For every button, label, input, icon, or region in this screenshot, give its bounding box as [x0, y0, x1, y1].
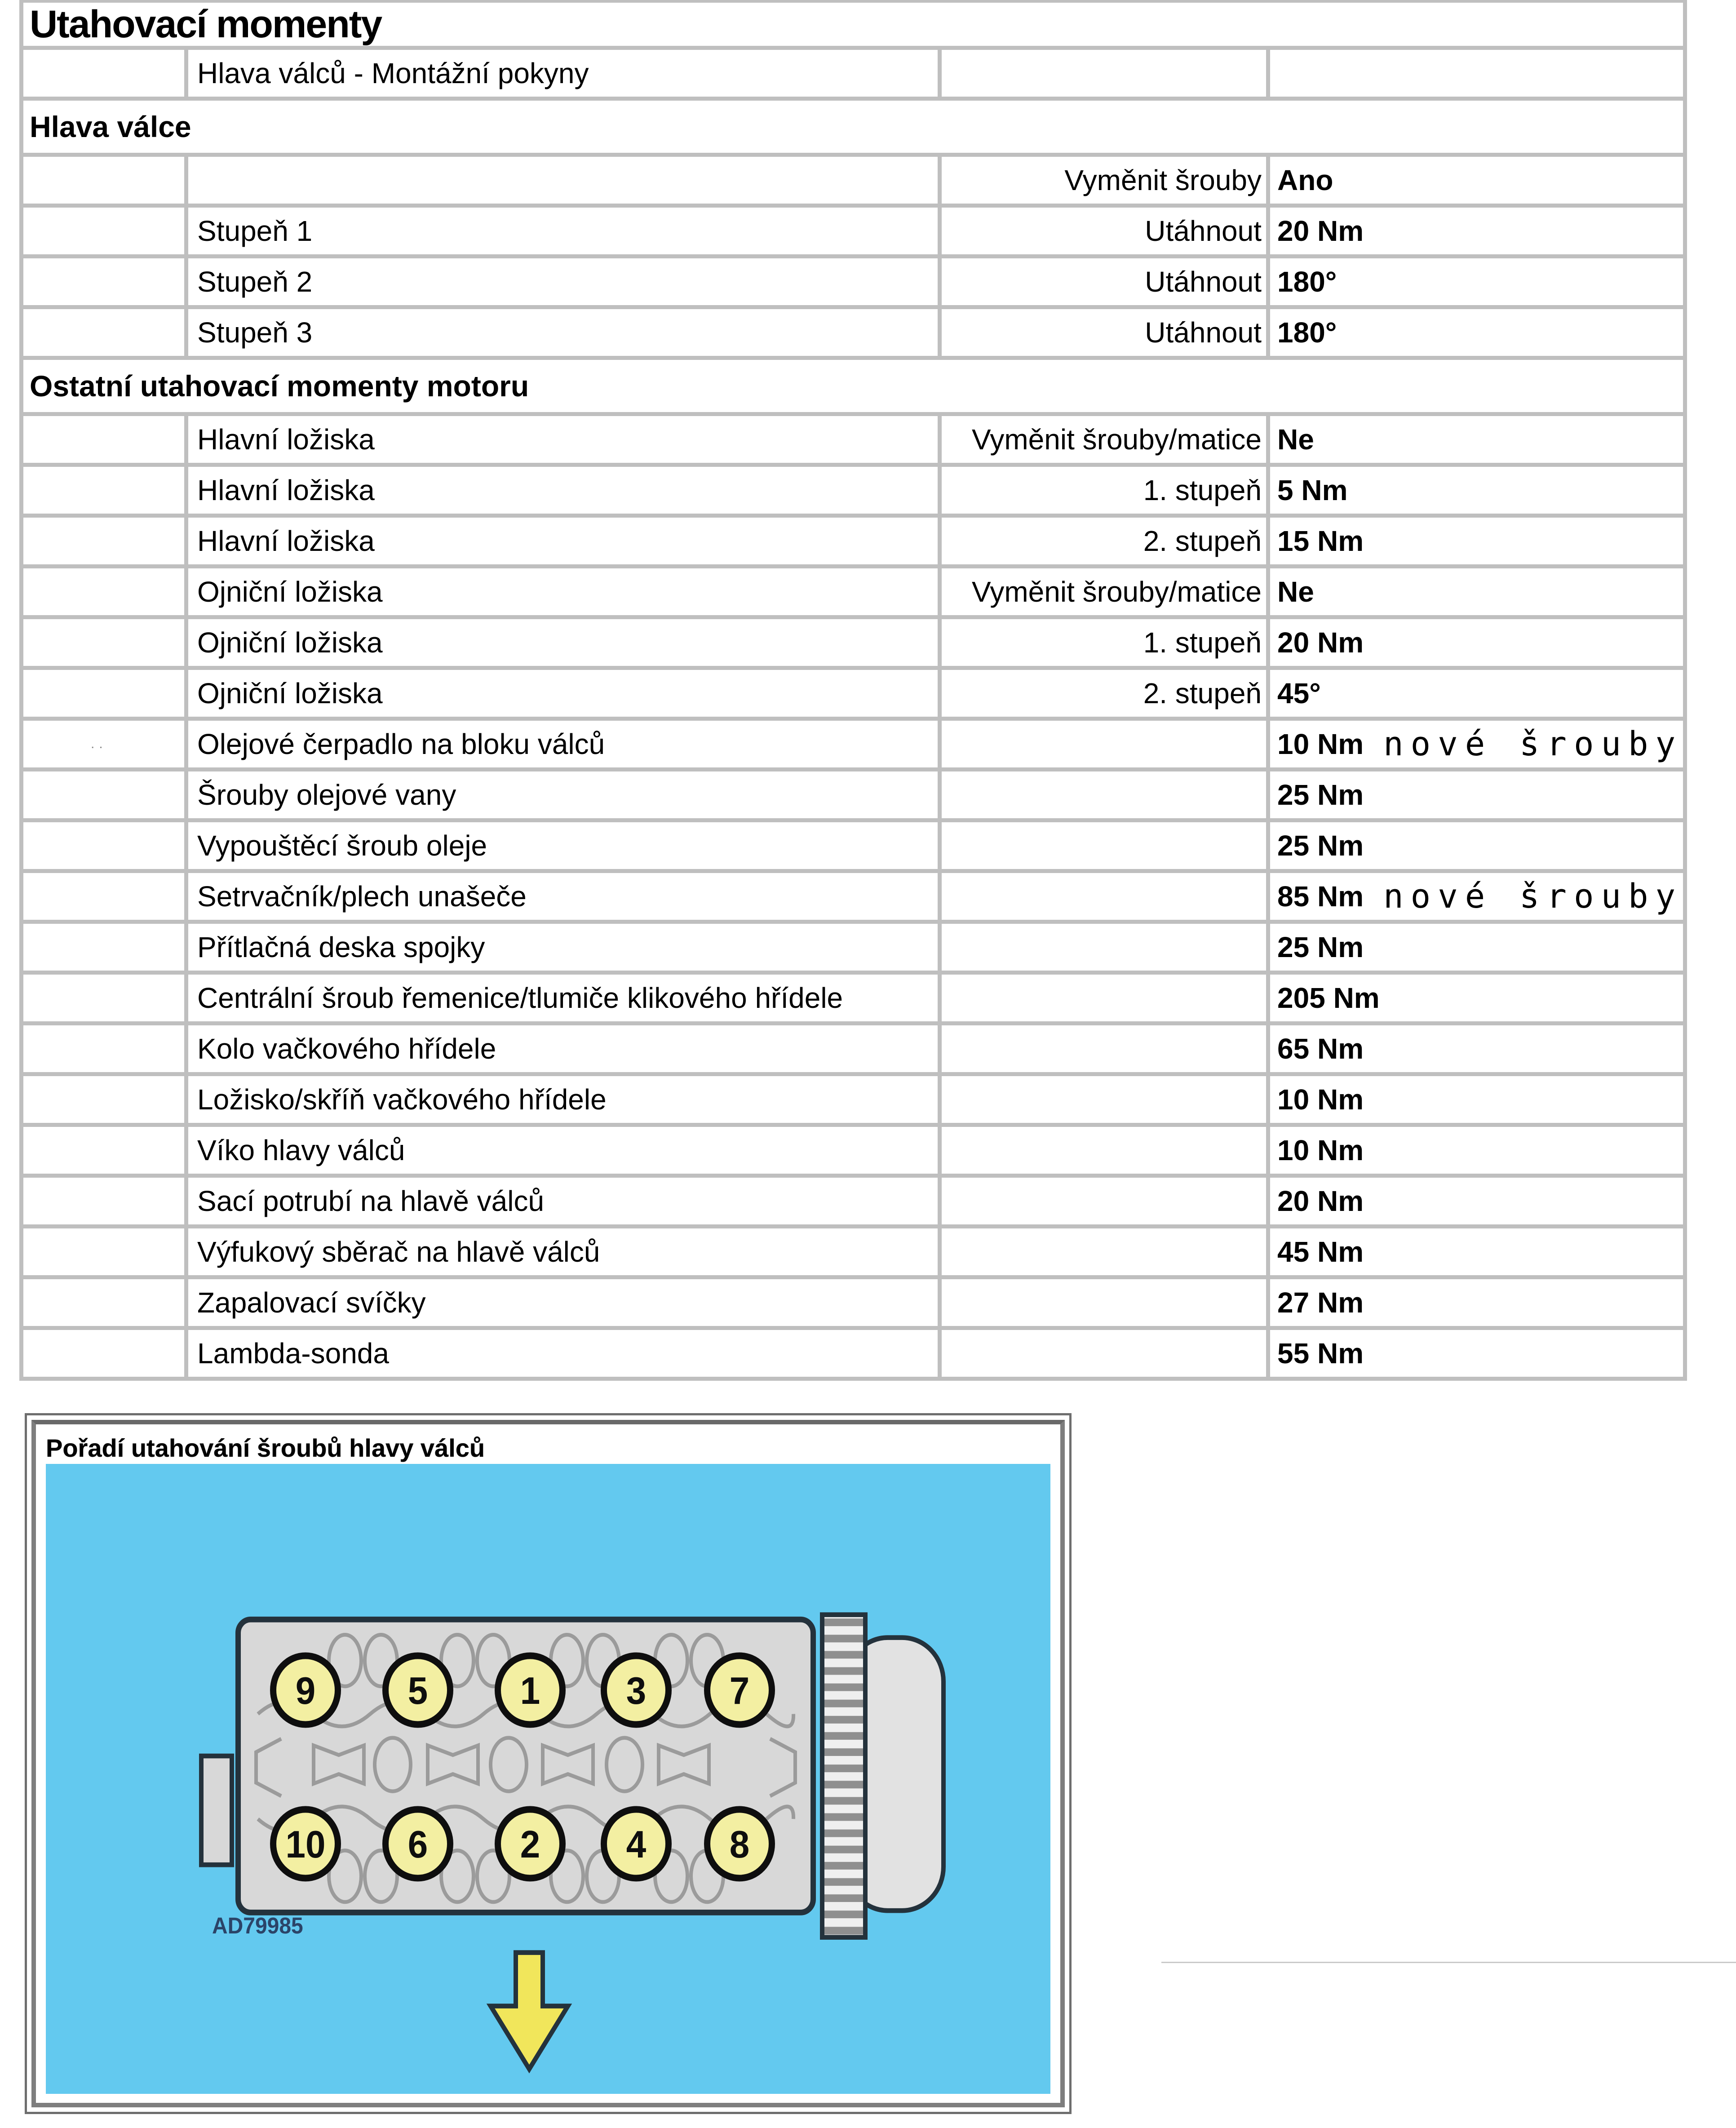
row-margin-cell: [23, 258, 184, 305]
bolt: [385, 1656, 450, 1725]
row-label: Šrouby olejové vany: [188, 771, 938, 818]
row-margin-cell: [23, 975, 184, 1021]
row-action: [942, 721, 1266, 767]
row-margin-cell: [23, 1025, 184, 1072]
row-value: 205 Nm: [1270, 975, 1683, 1021]
row-action: [942, 771, 1266, 818]
row-action: [942, 924, 1266, 971]
row-margin-cell: [23, 518, 184, 564]
row-value: 25 Nm: [1270, 771, 1683, 818]
row-label: Hlavní ložiska: [188, 467, 938, 514]
row-action: [942, 1076, 1266, 1123]
row-margin-cell: [23, 157, 184, 204]
bolt-number: 4: [626, 1823, 647, 1866]
row-action: Vyměnit šrouby: [942, 157, 1266, 204]
row-margin-cell: [23, 873, 184, 920]
bolt-number: 7: [729, 1669, 750, 1712]
row-value: 20 Nm: [1270, 208, 1683, 254]
row-value: Ne: [1270, 416, 1683, 463]
figure-code: AD79985: [212, 1913, 303, 1939]
row-label: Hlavní ložiska: [188, 416, 938, 463]
row-margin-cell: [23, 1127, 184, 1174]
row-margin-cell: [23, 467, 184, 514]
row-value: 20 Nm: [1270, 1178, 1683, 1224]
row-action: 1. stupeň: [942, 619, 1266, 666]
row-label: Stupeň 1: [188, 208, 938, 254]
row-margin-cell: [23, 619, 184, 666]
row-label: Ojniční ložiska: [188, 619, 938, 666]
row-action: [942, 1228, 1266, 1275]
bolt: [273, 1809, 338, 1878]
row-action: 2. stupeň: [942, 670, 1266, 717]
row-action: [942, 975, 1266, 1021]
timing-belt: [822, 1615, 865, 1937]
row-value: 25 Nm: [1270, 822, 1683, 869]
row-margin-cell: [23, 771, 184, 818]
row-label: Olejové čerpadlo na bloku válců: [188, 721, 938, 767]
row-margin-cell: [23, 1076, 184, 1123]
row-value: 55 Nm: [1270, 1330, 1683, 1377]
row-action: [942, 1025, 1266, 1072]
bolt: [498, 1656, 562, 1725]
row-action: [942, 822, 1266, 869]
row-label: [188, 157, 938, 204]
row-margin-cell: [23, 924, 184, 971]
row-label: Centrální šroub řemenice/tlumiče klikového hřídele: [188, 975, 938, 1021]
row-label: Hlavní ložiska: [188, 518, 938, 564]
row-action: Vyměnit šrouby/matice: [942, 416, 1266, 463]
row-label: Víko hlavy válců: [188, 1127, 938, 1174]
section-header: Hlava válce: [23, 101, 1683, 153]
row-margin-cell: [23, 1228, 184, 1275]
row-value: 45 Nm: [1270, 1228, 1683, 1275]
row-label: Setrvačník/plech unašeče: [188, 873, 938, 920]
row-margin-cell: ..: [23, 721, 184, 767]
bolt: [498, 1809, 562, 1878]
row-value: 65 Nm: [1270, 1025, 1683, 1072]
row-margin-cell: [23, 208, 184, 254]
bolt-number: 6: [407, 1823, 428, 1866]
row-note: nové šrouby: [1383, 877, 1683, 916]
bolt: [604, 1809, 669, 1878]
row-action: [942, 1127, 1266, 1174]
row-margin-cell: [23, 568, 184, 615]
row-margin-cell: [23, 822, 184, 869]
torque-table: [19, 0, 1687, 1381]
cylinder-head-diagram: [46, 1464, 1050, 2094]
row-value: Ano: [1270, 157, 1683, 204]
row-value: 20 Nm: [1270, 619, 1683, 666]
row-label: Kolo vačkového hřídele: [188, 1025, 938, 1072]
row-action: [942, 873, 1266, 920]
figure-frame: [31, 1420, 1065, 2107]
row-action: Vyměnit šrouby/matice: [942, 568, 1266, 615]
row-label: Stupeň 2: [188, 258, 938, 305]
row-margin-cell: [23, 1178, 184, 1224]
row-value: 10 Nm nové šrouby: [1270, 721, 1683, 767]
row-label: Ojniční ložiska: [188, 670, 938, 717]
row-action: [942, 1330, 1266, 1377]
row-value: 10 Nm: [1270, 1076, 1683, 1123]
row-margin-cell: [23, 50, 184, 97]
row-label: Hlava válců - Montážní pokyny: [188, 50, 938, 97]
row-value: 15 Nm: [1270, 518, 1683, 564]
row-value: 5 Nm: [1270, 467, 1683, 514]
row-margin-cell: [23, 416, 184, 463]
row-label: Ložisko/skříň vačkového hřídele: [188, 1076, 938, 1123]
bolt-number: 1: [520, 1669, 540, 1712]
row-action: Utáhnout: [942, 258, 1266, 305]
bolt-number: 10: [285, 1823, 326, 1866]
tightening-order-figure: [25, 1413, 1072, 2114]
bolt-number: 5: [407, 1669, 428, 1712]
section-header: Ostatní utahovací momenty motoru: [23, 360, 1683, 412]
row-action: 1. stupeň: [942, 467, 1266, 514]
row-label: Přítlačná deska spojky: [188, 924, 938, 971]
row-margin-cell: [23, 1279, 184, 1326]
row-value: Ne: [1270, 568, 1683, 615]
row-margin-cell: [23, 1330, 184, 1377]
row-value: 25 Nm: [1270, 924, 1683, 971]
row-margin-cell: [23, 309, 184, 356]
row-label: Sací potrubí na hlavě válců: [188, 1178, 938, 1224]
bolt-number: 8: [729, 1823, 750, 1866]
row-action: 2. stupeň: [942, 518, 1266, 564]
row-label: Ojniční ložiska: [188, 568, 938, 615]
bolt-number: 2: [520, 1823, 540, 1866]
row-action: [942, 50, 1266, 97]
row-action: [942, 1178, 1266, 1224]
row-value: 85 Nm nové šrouby: [1270, 873, 1683, 920]
row-value: 10 Nm: [1270, 1127, 1683, 1174]
row-value: 27 Nm: [1270, 1279, 1683, 1326]
row-action: [942, 1279, 1266, 1326]
left-bracket: [201, 1756, 232, 1865]
row-value: 45°: [1270, 670, 1683, 717]
row-action: Utáhnout: [942, 309, 1266, 356]
bolt: [385, 1809, 450, 1878]
row-note: nové šrouby: [1383, 725, 1683, 763]
scan-artifact-line: [1161, 1962, 1736, 1963]
bolt-number: 3: [626, 1669, 647, 1712]
bolt: [604, 1656, 669, 1725]
row-label: Lambda-sonda: [188, 1330, 938, 1377]
row-value: [1270, 50, 1683, 97]
bolt-number: 9: [295, 1669, 316, 1712]
row-value: 180°: [1270, 258, 1683, 305]
row-label: Vypouštěcí šroub oleje: [188, 822, 938, 869]
row-label: Zapalovací svíčky: [188, 1279, 938, 1326]
bolt: [707, 1809, 772, 1878]
bolt: [707, 1656, 772, 1725]
row-margin-cell: [23, 670, 184, 717]
row-label: Stupeň 3: [188, 309, 938, 356]
row-value: 180°: [1270, 309, 1683, 356]
row-label: Výfukový sběrač na hlavě válců: [188, 1228, 938, 1275]
row-action: Utáhnout: [942, 208, 1266, 254]
bolt: [273, 1656, 338, 1725]
table-title: Utahovací momenty: [23, 3, 1683, 46]
figure-title: Pořadí utahování šroubů hlavy válců: [46, 1433, 485, 1462]
